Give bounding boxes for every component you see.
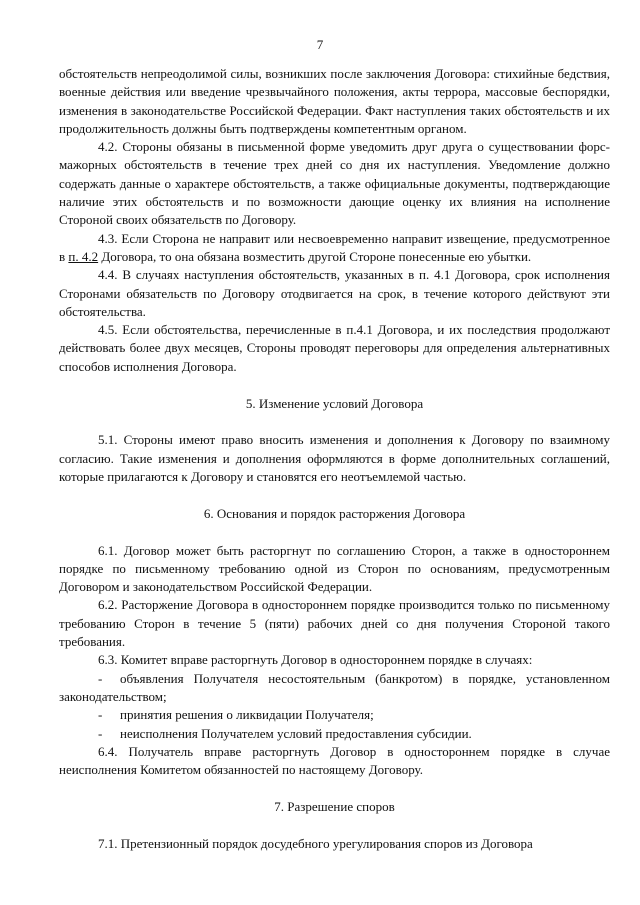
list-dash: - xyxy=(98,725,103,741)
paragraph-5-1: 5.1. Стороны имеют право вносить изменения и дополнения к Договору по взаимному согласию. Такие изменения и дополнения оформляются в форме дополнительных соглашений, которые прилагаются к Договору и становятся его неотъемлемой частью. xyxy=(59,432,610,484)
document-body xyxy=(59,65,610,853)
section-7-heading: 7. Разрешение споров xyxy=(274,799,395,815)
list-item-text: неисполнения Получателем условий предоставления субсидии. xyxy=(120,725,472,741)
section-6-heading: 6. Основания и порядок расторжения Договора xyxy=(203,506,466,522)
list-item-non-fulfillment xyxy=(59,725,610,743)
paragraph-6-2: 6.2. Расторжение Договора в одностороннем порядке производится только по письменному требованию Сторон в течение 5 (пяти) рабочих дней со дня получения Стороной такого требования. xyxy=(59,597,610,650)
paragraph-4-2: 4.2. Стороны обязаны в письменной форме уведомить друг друга о существовании форс-мажорных обстоятельств в течение трех дней со дня их наступления. Уведомление должно содержать данные о характере обстоятельств, а также официальные документы, подтверждающие наличие этих обстоятельств и по возможности дающие оценку их влияния на исполнение Стороной своих обязательств по Договору. xyxy=(59,139,610,228)
page-number: 7 xyxy=(316,37,324,52)
list-item-text: объявления Получателя несостоятельным (банкротом) в порядке, установленном законодательством; xyxy=(59,670,610,704)
paragraph-4-3 xyxy=(59,230,610,267)
paragraph-6-4: 6.4. Получатель вправе расторгнуть Договор в одностороннем порядке в случае неисполнения Комитетом обязанностей по настоящему Договору. xyxy=(59,743,610,778)
paragraph-4-3-text-start: 4.3. Если Сторона не направит или несвоевременно направит извещение, предусмотренное в xyxy=(59,230,610,264)
paragraph-6-3: 6.3. Комитет вправе расторгнуть Договор в одностороннем порядке в случаях: xyxy=(98,652,533,668)
list-item-text: принятия решения о ликвидации Получателя; xyxy=(120,707,374,723)
list-item-bankruptcy xyxy=(59,670,610,707)
paragraph-4-5: 4.5. Если обстоятельства, перечисленные в п.4.1 Договора, и их последствия продолжают действовать более двух месяцев, Стороны проводят переговоры для определения альтернативных способов исполнения Договора. xyxy=(59,322,610,374)
paragraph-4-4: 4.4. В случаях наступления обстоятельств, указанных в п. 4.1 Договора, срок исполнения Сторонами обязательств по Договору отодвигается на срок, в течение которого действуют эти обстоятельства. xyxy=(59,267,610,319)
section-5-heading: 5. Изменение условий Договора xyxy=(245,396,424,412)
paragraph-7-1: 7.1. Претензионный порядок досудебного урегулирования споров из Договора xyxy=(98,835,533,851)
list-dash: - xyxy=(98,670,103,686)
paragraph-6-1: 6.1. Договор может быть расторгнут по соглашению Сторон, а также в одностороннем порядке по письменному требованию одной из Сторон по основаниям, предусмотренным Договором и законодательством Российской Федерации. xyxy=(59,542,610,595)
paragraph-4-3-text-end: Договора, то она обязана возместить другой Стороне понесенные ею убытки. xyxy=(98,248,532,264)
list-dash: - xyxy=(98,707,103,723)
paragraph-force-majeure-continued: обстоятельств непреодолимой силы, возникших после заключения Договора: стихийные бедствия, военные действия или введение чрезвычайного положения, акты террора, массовые беспорядки, изменения в законодательстве Российской Федерации. Факт наступления таких обстоятельств и их продолжительность должны быть подтверждены компетентным органом. xyxy=(59,66,610,136)
list-item-liquidation xyxy=(59,706,610,724)
clause-4-2-link[interactable]: п. 4.2 xyxy=(68,248,99,264)
